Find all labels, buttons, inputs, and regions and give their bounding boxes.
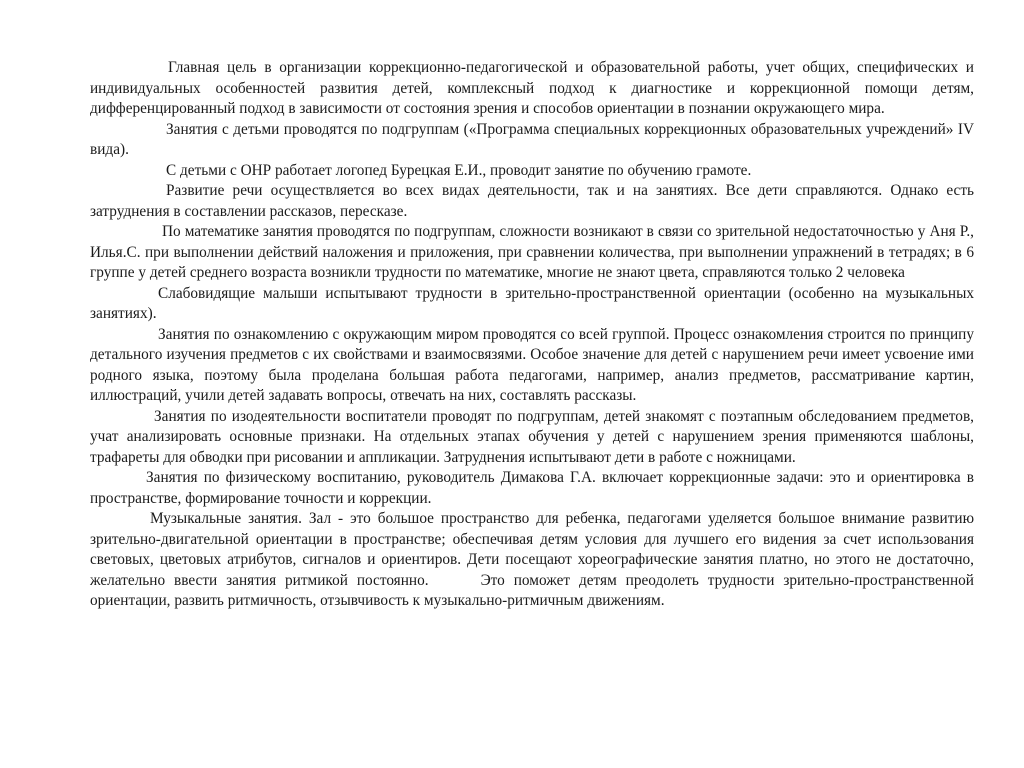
paragraph-speech-development: Развитие речи осуществляется во всех видах деятельности, так и на занятиях. Все дети справляются. Однако есть затруднения в составлении рассказов, пересказе. <box>90 182 974 220</box>
paragraph-music-classes <box>90 509 974 612</box>
music-classes-text-part2: Это поможет детям преодолеть трудности зрительно-пространственной ориентации, развить ритмичность, отзывчивость к музыкально-ритмичным движениям. <box>90 571 974 609</box>
paragraph-subgroup-classes: Занятия с детьми проводятся по подгруппам («Программа специальных коррекционных образовательных учреждений» IV вида). <box>90 120 974 158</box>
document-body <box>90 58 974 612</box>
paragraph-physical-education: Занятия по физическому воспитанию, руководитель Димакова Г.А. включает коррекционные задачи: это и ориентировка в пространстве, формирование точности и коррекции. <box>90 469 974 507</box>
paragraph-speech-therapist: С детьми с ОНР работает логопед Бурецкая Е.И., проводит занятие по обучению грамоте. <box>166 161 752 179</box>
paragraph-world-familiarization: Занятия по ознакомлению с окружающим миром проводятся со всей группой. Процесс ознакомления строится по принципу детального изучения предметов с их свойствами и взаимосвязями. Особое значение для детей с нарушением речи имеет усвоение ими родного языка, поэтому была проделана большая работа педагогами, например, анализ предметов, рассматривание картин, иллюстраций, учили детей задавать вопросы, отвечать на них, составлять рассказы. <box>90 325 974 404</box>
music-classes-text-part1: Музыкальные занятия. Зал - это большое пространство для ребенка, педагогами уделяется большое внимание развитию зрительно-двигательной ориентации в пространстве; обеспечивая детям условия для лучшего его видения за счет использования световых, цветовых атрибутов, сигналов и ориентиров. Дети посещают хореографические занятия платно, но этого не достаточно, желательно ввести занятия ритмикой постоянно. <box>90 510 974 589</box>
paragraph-art-activity: Занятия по изодеятельности воспитатели проводят по подгруппам, детей знакомят с поэтапным обследованием предметов, учат анализировать основные признаки. На отдельных этапах обучения у детей с нарушением зрения применяются шаблоны, трафареты для обводки при рисовании и аппликации. Затруднения испытывают дети в работе с ножницами. <box>90 407 974 466</box>
paragraph-visually-impaired: Слабовидящие малыши испытывают трудности в зрительно-пространственной ориентации (особенно на музыкальных занятиях). <box>90 284 974 322</box>
paragraph-main-goal: Главная цель в организации коррекционно-педагогической и образовательной работы, учет общих, специфических и индивидуальных особенностей развития детей, комплексный подход к диагностике и коррекционной помощи детям, дифференцированный подход в зависимости от состояния зрения и способов ориентации в познании окружающего мира. <box>90 59 974 117</box>
paragraph-mathematics: По математике занятия проводятся по подгруппам, сложности возникают в связи со зрительной недостаточностью у Аня Р., Илья.С. при выполнении действий наложения и приложения, при сравнении количества, при выполнении упражнений в тетрадях; в 6 группе у детей среднего возраста возникли трудности по математике, многие не знают цвета, справляются только 2 человека <box>90 223 974 281</box>
